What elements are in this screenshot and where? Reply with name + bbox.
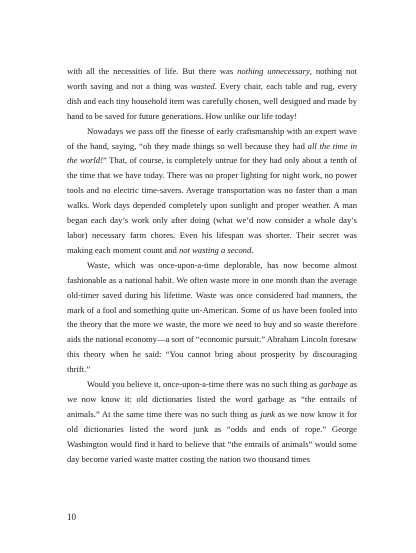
text-run: , nothing not worth saving and not a thing was (67, 66, 358, 91)
text-run: . Every chair, each table and rug, every dish and each tiny household item was carefully chosen, well designed and made by hand to be saved for future generations. How unlike our life today! (67, 80, 357, 121)
body-text (67, 64, 357, 466)
text-run: Would you believe it, once-upon-a-time there was no such thing as (87, 379, 319, 390)
italic-run: all the time in the world! (67, 140, 358, 166)
paragraph-4 (67, 377, 357, 466)
text-run: ” That, of course, is completely untrue for they had only about a tenth of the time that we have today. There was no proper lighting for night work, no power tools and no electric time-savers. Average transportation was no faster than a man walks. Work days depended completely upon sunlight and proper weather. A man began each day’s work only after doing (what we’d now consider a whole day’s labor) necessary farm chores. Even his lifespan was shorter. Their secret was making each moment count and (67, 155, 357, 255)
paragraph-3 (67, 258, 357, 377)
text-run: as we now know it: old dictionaries listed the word garbage as “the entrails of animals.” At the same time there was no such thing as (67, 379, 357, 419)
text-run: Nowadays we pass off the finesse of early craftsmanship with an expert wave of the hand, saying, “oh they made things so well because they had (67, 125, 357, 151)
italic-run: junk (260, 408, 276, 419)
text-run: as we now know it for old dictionaries listed the word junk as “odds and ends of rope.” George Washington would find it hard to believe that “the entrails of animals” would some day become varied waste matter costing the nation two thousand times (67, 408, 357, 464)
page-number: 10 (67, 512, 76, 522)
text-run: with all the necessities of life. But there was (67, 66, 238, 76)
italic-run: wasted (190, 80, 215, 91)
text-run: . (251, 244, 254, 255)
text-run: Waste, which was once-upon-a-time deplorable, has now become almost fashionable as a national habit. We often waste more in one month than the average old-timer saved during his lifetime. Waste was once considered bad manners, the mark of a fool and something quite un-American. Some of us have been fooled into the theory that the more we waste, the more we need to buy and so waste therefore aids the national economy—a sort of “economic pursuit.” Abraham Lincoln foresaw this theory when he said: “You cannot bring about prosperity by discouraging thrift.” (67, 259, 357, 375)
italic-run: garbage (319, 379, 348, 390)
italic-run: not wasting a second (178, 244, 252, 255)
paragraph-2 (67, 124, 357, 258)
paragraph-1 (67, 64, 357, 124)
italic-run: nothing unnecessary (237, 66, 310, 76)
